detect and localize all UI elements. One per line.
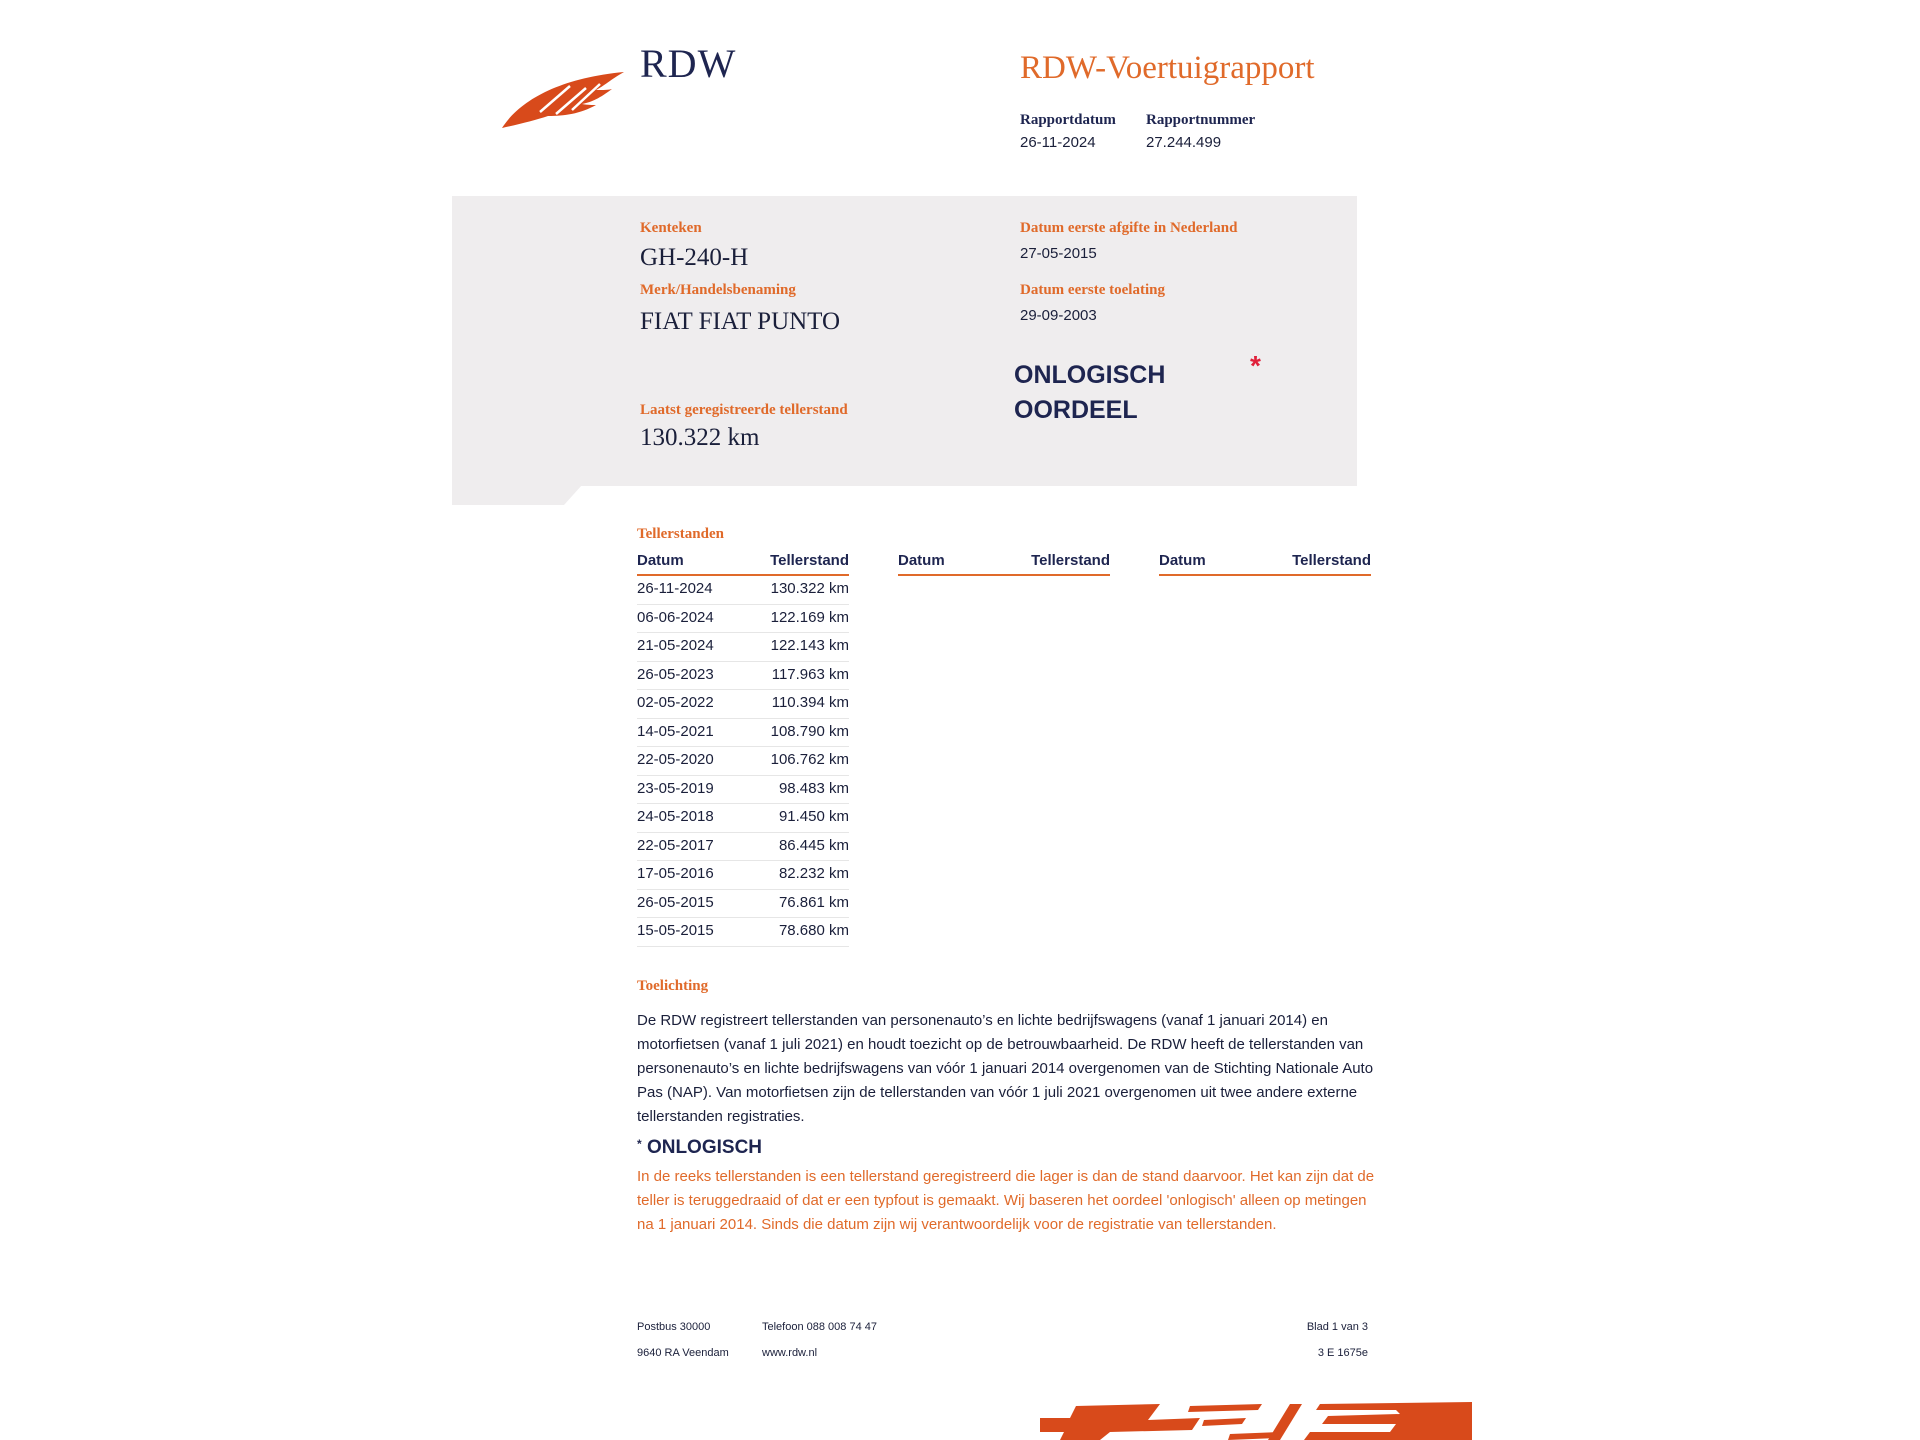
explanation-title: Toelichting — [637, 978, 709, 994]
row-date: 21-05-2024 — [637, 637, 714, 654]
table-header-col-2 — [898, 552, 1110, 576]
table-header-col-1 — [637, 552, 849, 576]
table-row — [637, 833, 849, 862]
readings-title: Tellerstanden — [637, 526, 724, 542]
row-date: 14-05-2021 — [637, 722, 714, 740]
first-nl-label: Datum eerste afgifte in Nederland — [1020, 220, 1238, 236]
footer-code: 3 E 1675e — [1317, 1347, 1368, 1359]
row-date: 22-05-2020 — [637, 751, 714, 768]
row-value: 76.861 km — [778, 893, 849, 911]
verdict-marker: * — [1250, 350, 1261, 381]
row-value: 122.169 km — [770, 608, 849, 626]
readings-table — [637, 576, 849, 947]
report-number: 27.244.499 — [1146, 134, 1222, 151]
table-row — [637, 747, 849, 776]
footer-city: 9640 RA Veendam — [637, 1347, 729, 1359]
onlogisch-marker: * — [637, 1137, 642, 1151]
row-value: 117.963 km — [771, 665, 849, 683]
table-row — [637, 719, 849, 748]
odometer-value: 130.322 km — [640, 424, 760, 451]
row-date: 06-06-2024 — [637, 608, 714, 626]
row-date: 26-05-2023 — [637, 665, 714, 683]
footer-page: Blad 1 van 3 — [1306, 1321, 1368, 1333]
date-header: Datum — [637, 552, 684, 569]
brand-name: RDW — [640, 41, 737, 86]
row-value: 122.143 km — [770, 637, 849, 654]
row-date: 26-05-2015 — [637, 893, 714, 911]
plate-value: GH-240-H — [640, 244, 749, 271]
row-date: 15-05-2015 — [637, 922, 714, 939]
table-row — [637, 576, 849, 605]
report-title: RDW-Voertuigrapport — [1020, 50, 1315, 86]
row-date: 22-05-2017 — [637, 836, 714, 854]
row-value: 108.790 km — [770, 722, 849, 740]
table-row — [637, 861, 849, 890]
onlogisch-text: In de reeks tellerstanden is een tellerstand geregistreerd die lager is dan de stand daarvoor. Het kan zijn dat de teller is teruggedraaid of dat er een typfout is gemaakt. Wij baseren het oordeel 'onlogisch' alleen op metingen na 1 januari 2014. Sinds die datum zijn wij verantwoordelijk voor de registratie van tellerstanden. — [637, 1168, 1375, 1233]
table-header-col-3 — [1159, 552, 1371, 576]
table-row — [637, 690, 849, 719]
onlogisch-heading — [637, 1137, 762, 1159]
date-header: Datum — [1159, 552, 1206, 569]
value-header: Tellerstand — [770, 552, 849, 569]
table-row — [637, 890, 849, 919]
table-row — [637, 633, 849, 662]
table-row — [637, 804, 849, 833]
value-header: Tellerstand — [1292, 552, 1371, 569]
report-date-label: Rapportdatum — [1020, 112, 1116, 128]
row-value: 91.450 km — [778, 808, 849, 825]
panel-tab-shape — [452, 485, 582, 505]
row-value: 110.394 km — [771, 694, 849, 711]
row-value: 78.680 km — [778, 922, 849, 939]
row-date: 17-05-2016 — [637, 865, 714, 882]
table-row — [637, 662, 849, 691]
explanation-text: De RDW registreert tellerstanden van personenauto’s en lichte bedrijfswagens (vanaf 1 januari 2014) en motorfietsen (vanaf 1 juli 2021) en houdt toezicht op de betrouwbaarheid. De RDW heeft de tellerstanden van personenauto’s en lichte bedrijfswagens van vóór 1 januari 2014 overgenomen van de Stichting Nationale Auto Pas (NAP). Van motorfietsen zijn de tellerstanden van vóór 1 juli 2021 overgenomen uit twee andere externe tellerstanden registraties. — [637, 1012, 1374, 1125]
first-nl-value: 27-05-2015 — [1020, 245, 1097, 262]
footer-phone: Telefoon 088 008 74 47 — [762, 1321, 877, 1333]
row-date: 23-05-2019 — [637, 779, 714, 797]
table-row — [637, 918, 849, 947]
plate-label: Kenteken — [640, 220, 702, 236]
table-row — [637, 776, 849, 805]
row-value: 106.762 km — [770, 751, 849, 768]
onlogisch-heading-text: ONLOGISCH — [646, 1137, 763, 1158]
footer-website[interactable]: www.rdw.nl — [762, 1347, 818, 1359]
row-date: 02-05-2022 — [637, 694, 714, 711]
verdict: ONLOGISCH OORDEEL — [1014, 361, 1166, 424]
vehicle-summary-panel — [452, 196, 1357, 486]
row-value: 86.445 km — [778, 836, 849, 854]
table-row — [637, 605, 849, 634]
date-header: Datum — [898, 552, 945, 569]
row-date: 26-11-2024 — [637, 580, 713, 597]
make-label: Merk/Handelsbenaming — [640, 282, 796, 298]
report-number-label: Rapportnummer — [1146, 112, 1256, 128]
row-value: 82.232 km — [778, 865, 849, 882]
value-header: Tellerstand — [1031, 552, 1110, 569]
odometer-label: Laatst geregistreerde tellerstand — [640, 402, 848, 418]
row-value: 130.322 km — [770, 580, 849, 597]
report-date: 26-11-2024 — [1020, 134, 1096, 151]
rdw-feather-logo-icon — [500, 60, 630, 132]
make-value: FIAT FIAT PUNTO — [640, 308, 841, 335]
footer-postbus: Postbus 30000 — [637, 1321, 711, 1333]
decorative-stripes-icon — [1040, 1398, 1472, 1440]
row-value: 98.483 km — [778, 779, 849, 797]
row-date: 24-05-2018 — [637, 808, 714, 825]
first-admission-label: Datum eerste toelating — [1020, 282, 1165, 298]
first-admission-value: 29-09-2003 — [1020, 307, 1097, 324]
